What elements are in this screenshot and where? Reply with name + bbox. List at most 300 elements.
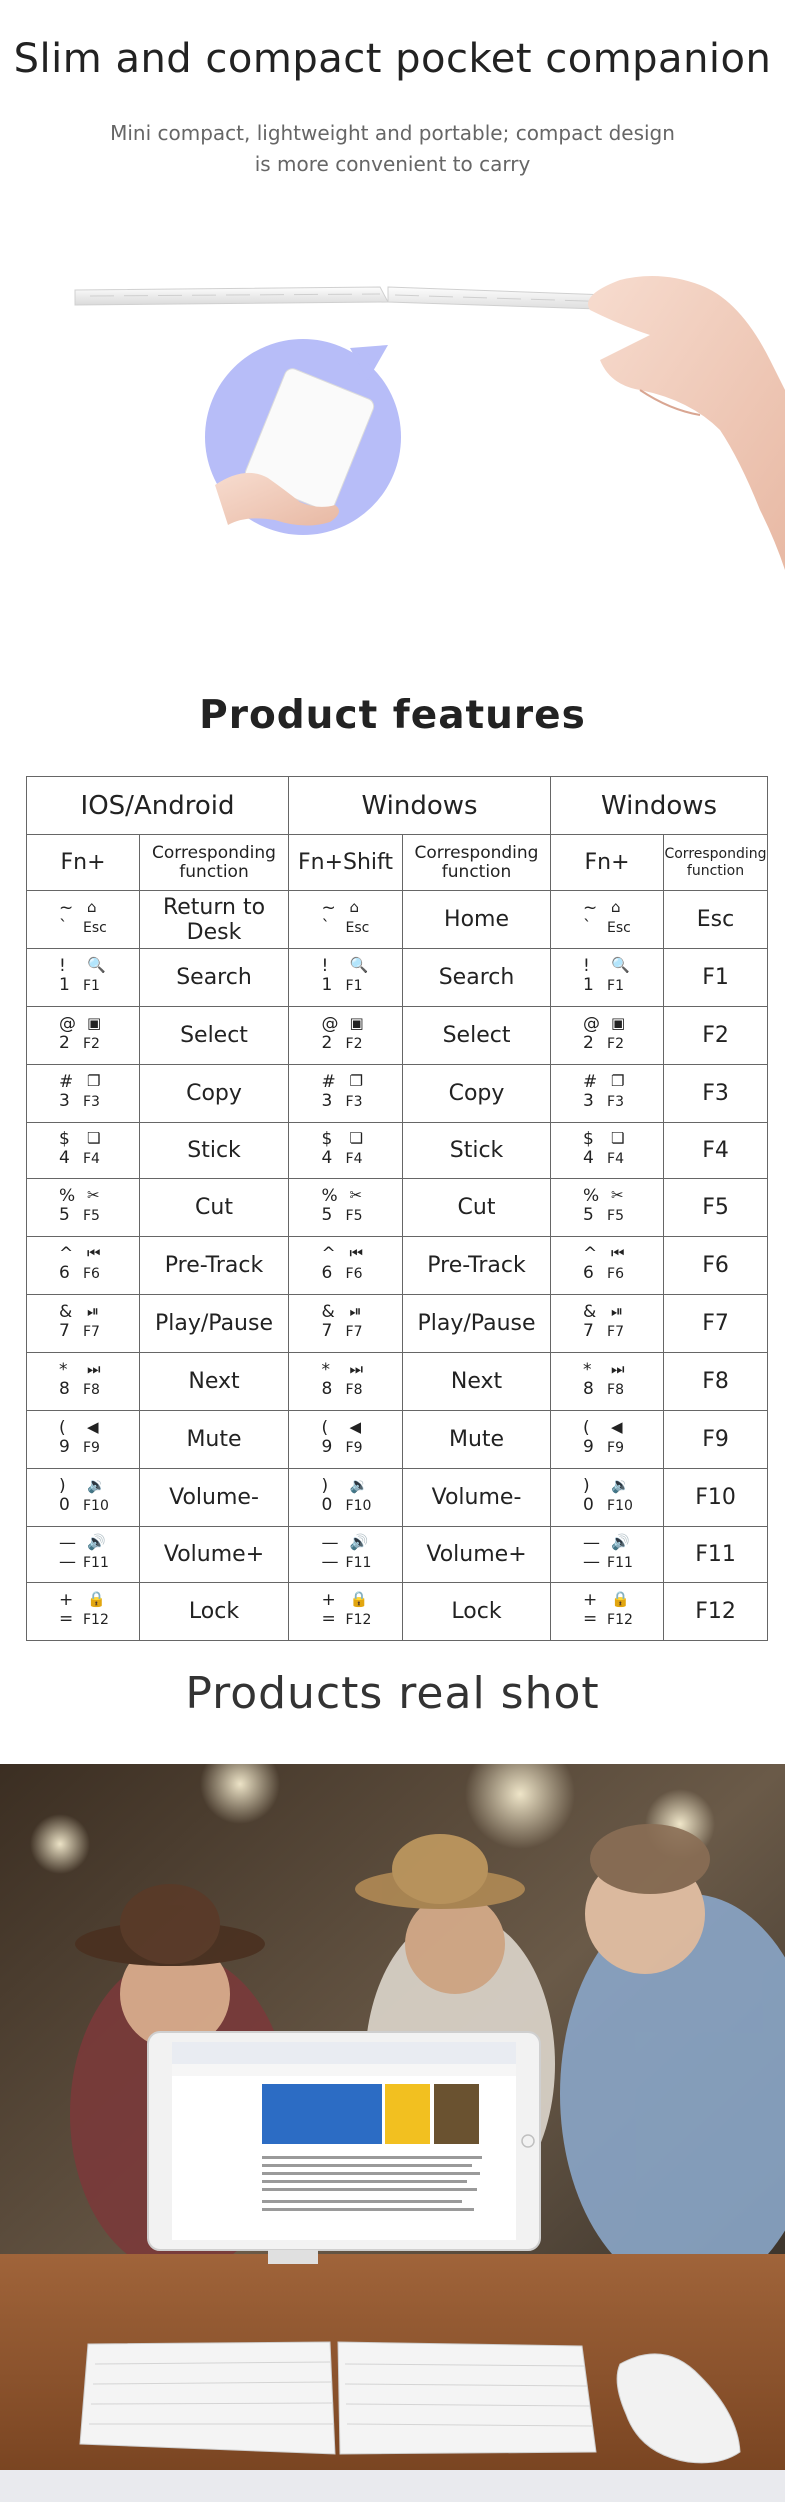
header-ios-android: IOS/Android	[27, 777, 289, 835]
key-fn-label: F7	[345, 1323, 363, 1340]
key-combo	[306, 1476, 386, 1516]
key-combo	[567, 1590, 647, 1630]
key-primary: 3	[59, 1090, 70, 1111]
key-fn-label: F10	[345, 1497, 372, 1514]
key-primary: 8	[321, 1378, 333, 1399]
subheader-func: Corresponding function	[403, 835, 551, 891]
key-fn-label: F4	[607, 1150, 624, 1167]
key-fn-icon: 🔒	[87, 1589, 106, 1608]
key-fn-label: F11	[83, 1554, 109, 1571]
features-table	[26, 776, 768, 1641]
key-primary: `	[583, 916, 592, 937]
table-row	[27, 1237, 768, 1295]
key-combo	[567, 1072, 647, 1112]
function-cell: F3	[664, 1065, 768, 1123]
key-cell	[27, 1411, 140, 1469]
section-title-features: Product features	[199, 693, 586, 738]
key-symbol: %	[59, 1185, 76, 1206]
key-fn-label: F6	[607, 1265, 624, 1282]
key-cell	[27, 1123, 140, 1179]
function-cell: Next	[403, 1353, 551, 1411]
key-symbol: —	[583, 1532, 601, 1553]
key-fn-label: F8	[83, 1381, 100, 1398]
section-title-real-shot: Products real shot	[185, 1668, 600, 1719]
key-symbol: #	[321, 1071, 336, 1092]
key-combo	[43, 1360, 123, 1400]
function-cell: F5	[664, 1179, 768, 1237]
key-combo	[306, 1072, 386, 1112]
key-combo	[306, 1014, 386, 1054]
function-cell: Volume+	[403, 1527, 551, 1583]
table-header-row	[27, 777, 768, 835]
table-row	[27, 1065, 768, 1123]
subheader-key: Fn+Shift	[289, 835, 403, 891]
header-windows-fn: Windows	[551, 777, 768, 835]
key-cell	[27, 1527, 140, 1583]
key-combo	[43, 1476, 123, 1516]
key-combo	[567, 1129, 647, 1169]
key-symbol: —	[321, 1532, 339, 1553]
key-fn-label: F5	[345, 1207, 363, 1224]
key-fn-icon: ⏯	[87, 1301, 100, 1320]
key-cell	[27, 1179, 140, 1237]
function-cell: Search	[140, 949, 289, 1007]
function-cell: Mute	[403, 1411, 551, 1469]
folded-keyboard-inset	[205, 339, 401, 535]
key-symbol: %	[321, 1185, 338, 1206]
key-combo	[306, 1418, 386, 1458]
key-symbol: +	[583, 1589, 598, 1610]
function-cell: F6	[664, 1237, 768, 1295]
key-fn-label: F1	[607, 977, 624, 994]
key-cell	[551, 1527, 664, 1583]
key-combo	[567, 1418, 647, 1458]
key-symbol: &	[321, 1301, 335, 1322]
key-fn-label: F12	[345, 1611, 372, 1628]
key-primary: 0	[583, 1494, 594, 1515]
key-fn-icon: ✂	[349, 1185, 363, 1204]
key-fn-label: F6	[83, 1265, 100, 1282]
key-combo	[43, 1186, 123, 1226]
key-cell	[289, 1469, 403, 1527]
key-fn-label: F8	[345, 1381, 363, 1398]
key-symbol: ^	[59, 1243, 74, 1264]
key-fn-icon: ❐	[349, 1071, 363, 1090]
key-fn-icon: ❏	[611, 1128, 625, 1147]
key-fn-label: Esc	[607, 919, 631, 936]
key-symbol: ^	[321, 1243, 336, 1264]
function-cell: Copy	[140, 1065, 289, 1123]
function-cell: Copy	[403, 1065, 551, 1123]
key-symbol: *	[583, 1359, 592, 1380]
key-fn-label: F12	[607, 1611, 633, 1628]
key-fn-label: F3	[83, 1093, 100, 1110]
key-fn-label: F6	[345, 1265, 363, 1282]
key-cell	[289, 1065, 403, 1123]
key-fn-label: F5	[607, 1207, 624, 1224]
function-cell: F1	[664, 949, 768, 1007]
function-cell: Play/Pause	[140, 1295, 289, 1353]
key-cell	[551, 891, 664, 949]
key-combo	[43, 1418, 123, 1458]
key-combo	[567, 1302, 647, 1342]
table-row	[27, 891, 768, 949]
key-primary: —	[59, 1551, 76, 1572]
key-primary: 8	[59, 1378, 70, 1399]
key-cell	[551, 1007, 664, 1065]
table-row	[27, 1007, 768, 1065]
key-symbol: @	[59, 1013, 76, 1034]
key-fn-label: Esc	[345, 919, 370, 936]
function-cell: Stick	[140, 1123, 289, 1179]
key-cell	[27, 949, 140, 1007]
key-primary: =	[583, 1608, 598, 1629]
key-symbol: *	[321, 1359, 331, 1380]
key-cell	[551, 1065, 664, 1123]
key-combo	[43, 1302, 123, 1342]
bottom-bar	[0, 2470, 785, 2502]
key-combo	[567, 898, 647, 938]
key-combo	[306, 1244, 386, 1284]
subheader-func: Corresponding function	[664, 835, 768, 891]
key-fn-label: F3	[345, 1093, 363, 1110]
key-symbol: )	[321, 1475, 329, 1496]
key-primary: 7	[59, 1320, 70, 1341]
key-cell	[289, 1295, 403, 1353]
table-row	[27, 1123, 768, 1179]
key-symbol: ~	[583, 897, 598, 918]
table-row	[27, 1295, 768, 1353]
key-symbol: #	[583, 1071, 598, 1092]
key-primary: —	[321, 1551, 339, 1572]
key-fn-icon: 🔒	[349, 1589, 369, 1608]
key-cell	[27, 1007, 140, 1065]
key-fn-icon: 🔉	[349, 1475, 369, 1494]
key-primary: 6	[583, 1262, 594, 1283]
key-fn-label: F2	[607, 1035, 624, 1052]
key-symbol: +	[59, 1589, 74, 1610]
key-combo	[43, 1072, 123, 1112]
key-primary: 6	[321, 1262, 333, 1283]
key-fn-icon: 🔊	[611, 1532, 630, 1551]
key-cell	[551, 1123, 664, 1179]
function-cell: Lock	[403, 1583, 551, 1641]
key-primary: 5	[583, 1204, 594, 1225]
function-cell: Home	[403, 891, 551, 949]
key-symbol: !	[59, 955, 66, 976]
function-cell: F7	[664, 1295, 768, 1353]
function-cell: F12	[664, 1583, 768, 1641]
key-combo	[306, 1533, 386, 1573]
function-cell: Play/Pause	[403, 1295, 551, 1353]
key-primary: 4	[583, 1147, 594, 1168]
key-fn-label: Esc	[83, 919, 107, 936]
hero-keyboard-illustration	[0, 240, 785, 660]
key-combo	[567, 1533, 647, 1573]
key-fn-icon: ⏮	[87, 1243, 101, 1262]
section-subtitle-pocket: Mini compact, lightweight and portable; compact design is more convenient to carry	[110, 121, 675, 176]
function-cell: Volume-	[403, 1469, 551, 1527]
key-fn-icon: ⏮	[349, 1243, 364, 1262]
key-symbol: %	[583, 1185, 600, 1206]
key-fn-label: F3	[607, 1093, 624, 1110]
function-cell: Volume+	[140, 1527, 289, 1583]
function-cell: Select	[140, 1007, 289, 1065]
key-primary: 1	[583, 974, 594, 995]
key-fn-icon: ◀	[87, 1417, 99, 1436]
key-fn-icon: 🔒	[611, 1589, 630, 1608]
key-combo	[306, 1302, 386, 1342]
key-fn-icon: 🔍	[611, 955, 630, 974]
key-symbol: &	[59, 1301, 73, 1322]
key-primary: 9	[321, 1436, 333, 1457]
key-fn-icon: ▣	[87, 1013, 102, 1032]
key-cell	[289, 1353, 403, 1411]
key-primary: 6	[59, 1262, 70, 1283]
key-combo	[43, 1014, 123, 1054]
key-fn-label: F12	[83, 1611, 109, 1628]
key-symbol: $	[583, 1128, 594, 1149]
key-cell	[27, 1237, 140, 1295]
key-fn-icon: ⏭	[87, 1359, 101, 1378]
key-cell	[289, 1007, 403, 1065]
header-windows-shift: Windows	[289, 777, 551, 835]
key-symbol: ~	[59, 897, 74, 918]
key-fn-icon: ⌂	[349, 897, 360, 916]
function-cell: Cut	[403, 1179, 551, 1237]
function-cell: F10	[664, 1469, 768, 1527]
key-fn-icon: ✂	[87, 1185, 100, 1204]
function-cell: F8	[664, 1353, 768, 1411]
key-primary: 5	[321, 1204, 333, 1225]
key-symbol: )	[59, 1475, 66, 1496]
key-primary: 7	[321, 1320, 333, 1341]
key-fn-icon: 🔊	[87, 1532, 106, 1551]
key-symbol: @	[583, 1013, 601, 1034]
key-cell	[551, 1295, 664, 1353]
function-cell: Next	[140, 1353, 289, 1411]
key-fn-icon: ◀	[349, 1417, 362, 1436]
table-row	[27, 1179, 768, 1237]
section-title-pocket: Slim and compact pocket companion	[13, 36, 772, 82]
key-fn-icon: ⏯	[611, 1301, 624, 1320]
key-fn-label: F11	[345, 1554, 372, 1571]
tablet-device	[148, 2032, 540, 2264]
key-fn-icon: ◀	[611, 1417, 623, 1436]
key-fn-label: F1	[83, 977, 100, 994]
key-fn-icon: ▣	[349, 1013, 364, 1032]
key-fn-label: F9	[345, 1439, 363, 1456]
key-fn-label: F1	[345, 977, 363, 994]
key-primary: 0	[321, 1494, 333, 1515]
table-row	[27, 1527, 768, 1583]
key-symbol: +	[321, 1589, 336, 1610]
key-cell	[27, 1295, 140, 1353]
key-combo	[306, 1129, 386, 1169]
key-primary: =	[321, 1608, 336, 1629]
key-symbol: (	[321, 1417, 329, 1438]
key-fn-label: F10	[607, 1497, 633, 1514]
key-primary: 4	[321, 1147, 333, 1168]
table-row	[27, 1411, 768, 1469]
key-fn-icon: ⏮	[611, 1243, 625, 1262]
key-combo	[306, 956, 386, 996]
key-combo	[43, 898, 123, 938]
table-row	[27, 949, 768, 1007]
subheader-key: Fn+	[27, 835, 140, 891]
key-combo	[43, 1244, 123, 1284]
table-row	[27, 1583, 768, 1641]
key-cell	[551, 1179, 664, 1237]
function-cell: Volume-	[140, 1469, 289, 1527]
key-symbol: $	[59, 1128, 70, 1149]
key-fn-icon: 🔍	[349, 955, 369, 974]
key-symbol: *	[59, 1359, 68, 1380]
key-fn-icon: ⌂	[87, 897, 97, 916]
key-combo	[567, 1244, 647, 1284]
key-primary: 4	[59, 1147, 70, 1168]
subheader-func: Corresponding function	[140, 835, 289, 891]
function-cell: Select	[403, 1007, 551, 1065]
key-fn-label: F9	[83, 1439, 100, 1456]
key-symbol: (	[59, 1417, 66, 1438]
key-fn-icon: ❐	[611, 1071, 625, 1090]
key-fn-label: F4	[83, 1150, 100, 1167]
function-cell: Stick	[403, 1123, 551, 1179]
table-subheader-row	[27, 835, 768, 891]
key-combo	[567, 1014, 647, 1054]
key-primary: 2	[583, 1032, 594, 1053]
key-combo	[306, 1590, 386, 1630]
key-fn-label: F11	[607, 1554, 633, 1571]
key-primary: 3	[321, 1090, 333, 1111]
key-combo	[567, 1186, 647, 1226]
function-cell: Pre-Track	[403, 1237, 551, 1295]
key-primary: `	[59, 916, 68, 937]
key-fn-icon: ❐	[87, 1071, 101, 1090]
key-primary: 0	[59, 1494, 70, 1515]
key-cell	[551, 1583, 664, 1641]
function-cell: Esc	[664, 891, 768, 949]
hand-holding-keyboard	[588, 276, 785, 570]
key-cell	[289, 1237, 403, 1295]
key-symbol: #	[59, 1071, 74, 1092]
key-symbol: —	[59, 1532, 76, 1553]
key-cell	[27, 891, 140, 949]
function-cell: F4	[664, 1123, 768, 1179]
function-cell: Mute	[140, 1411, 289, 1469]
key-cell	[27, 1065, 140, 1123]
function-cell: F11	[664, 1527, 768, 1583]
key-fn-icon: 🔊	[349, 1532, 369, 1551]
key-primary: `	[321, 916, 331, 937]
product-real-shot-photo	[0, 1764, 785, 2470]
key-cell	[27, 1469, 140, 1527]
key-fn-icon: ❏	[87, 1128, 101, 1147]
key-fn-icon: ⌂	[611, 897, 621, 916]
key-cell	[289, 891, 403, 949]
key-cell	[27, 1353, 140, 1411]
key-primary: 1	[59, 974, 70, 995]
key-symbol: ~	[321, 897, 336, 918]
key-cell	[551, 1411, 664, 1469]
key-combo	[306, 898, 386, 938]
key-fn-icon: ▣	[611, 1013, 626, 1032]
key-fn-icon: 🔍	[87, 955, 106, 974]
key-fn-label: F7	[607, 1323, 624, 1340]
key-cell	[27, 1583, 140, 1641]
key-fn-icon: ✂	[611, 1185, 624, 1204]
key-fn-label: F2	[83, 1035, 100, 1052]
key-cell	[551, 1469, 664, 1527]
function-cell: F9	[664, 1411, 768, 1469]
key-combo	[567, 1360, 647, 1400]
key-cell	[551, 1353, 664, 1411]
key-primary: 9	[59, 1436, 70, 1457]
key-primary: —	[583, 1551, 601, 1572]
key-symbol: $	[321, 1128, 333, 1149]
key-primary: 8	[583, 1378, 594, 1399]
key-primary: =	[59, 1608, 74, 1629]
key-symbol: @	[321, 1013, 339, 1034]
function-cell: Search	[403, 949, 551, 1007]
subheader-key: Fn+	[551, 835, 664, 891]
key-cell	[551, 1237, 664, 1295]
key-fn-icon: ❏	[349, 1128, 363, 1147]
function-cell: Return to Desk	[140, 891, 289, 949]
key-primary: 3	[583, 1090, 594, 1111]
key-symbol: ^	[583, 1243, 598, 1264]
function-cell: F2	[664, 1007, 768, 1065]
key-cell	[289, 1179, 403, 1237]
key-cell	[289, 1583, 403, 1641]
key-fn-label: F9	[607, 1439, 624, 1456]
key-combo	[43, 1590, 123, 1630]
table-row	[27, 1353, 768, 1411]
table-row	[27, 1469, 768, 1527]
key-fn-icon: 🔉	[87, 1475, 106, 1494]
key-primary: 5	[59, 1204, 70, 1225]
key-fn-label: F2	[345, 1035, 363, 1052]
key-combo	[567, 956, 647, 996]
key-combo	[43, 956, 123, 996]
key-fn-label: F10	[83, 1497, 109, 1514]
key-primary: 1	[321, 974, 333, 995]
key-cell	[289, 1123, 403, 1179]
key-fn-icon: ⏭	[349, 1359, 364, 1378]
key-symbol: &	[583, 1301, 597, 1322]
key-primary: 7	[583, 1320, 594, 1341]
key-symbol: )	[583, 1475, 590, 1496]
key-fn-icon: 🔉	[611, 1475, 630, 1494]
key-combo	[567, 1476, 647, 1516]
key-fn-icon: ⏯	[349, 1301, 362, 1320]
key-combo	[43, 1533, 123, 1573]
key-combo	[306, 1186, 386, 1226]
function-cell: Pre-Track	[140, 1237, 289, 1295]
key-cell	[289, 1411, 403, 1469]
key-fn-label: F8	[607, 1381, 624, 1398]
key-fn-label: F5	[83, 1207, 100, 1224]
key-cell	[289, 1527, 403, 1583]
key-combo	[306, 1360, 386, 1400]
key-combo	[43, 1129, 123, 1169]
key-symbol: !	[583, 955, 590, 976]
key-fn-label: F7	[83, 1323, 100, 1340]
key-cell	[289, 949, 403, 1007]
key-symbol: !	[321, 955, 329, 976]
function-cell: Lock	[140, 1583, 289, 1641]
